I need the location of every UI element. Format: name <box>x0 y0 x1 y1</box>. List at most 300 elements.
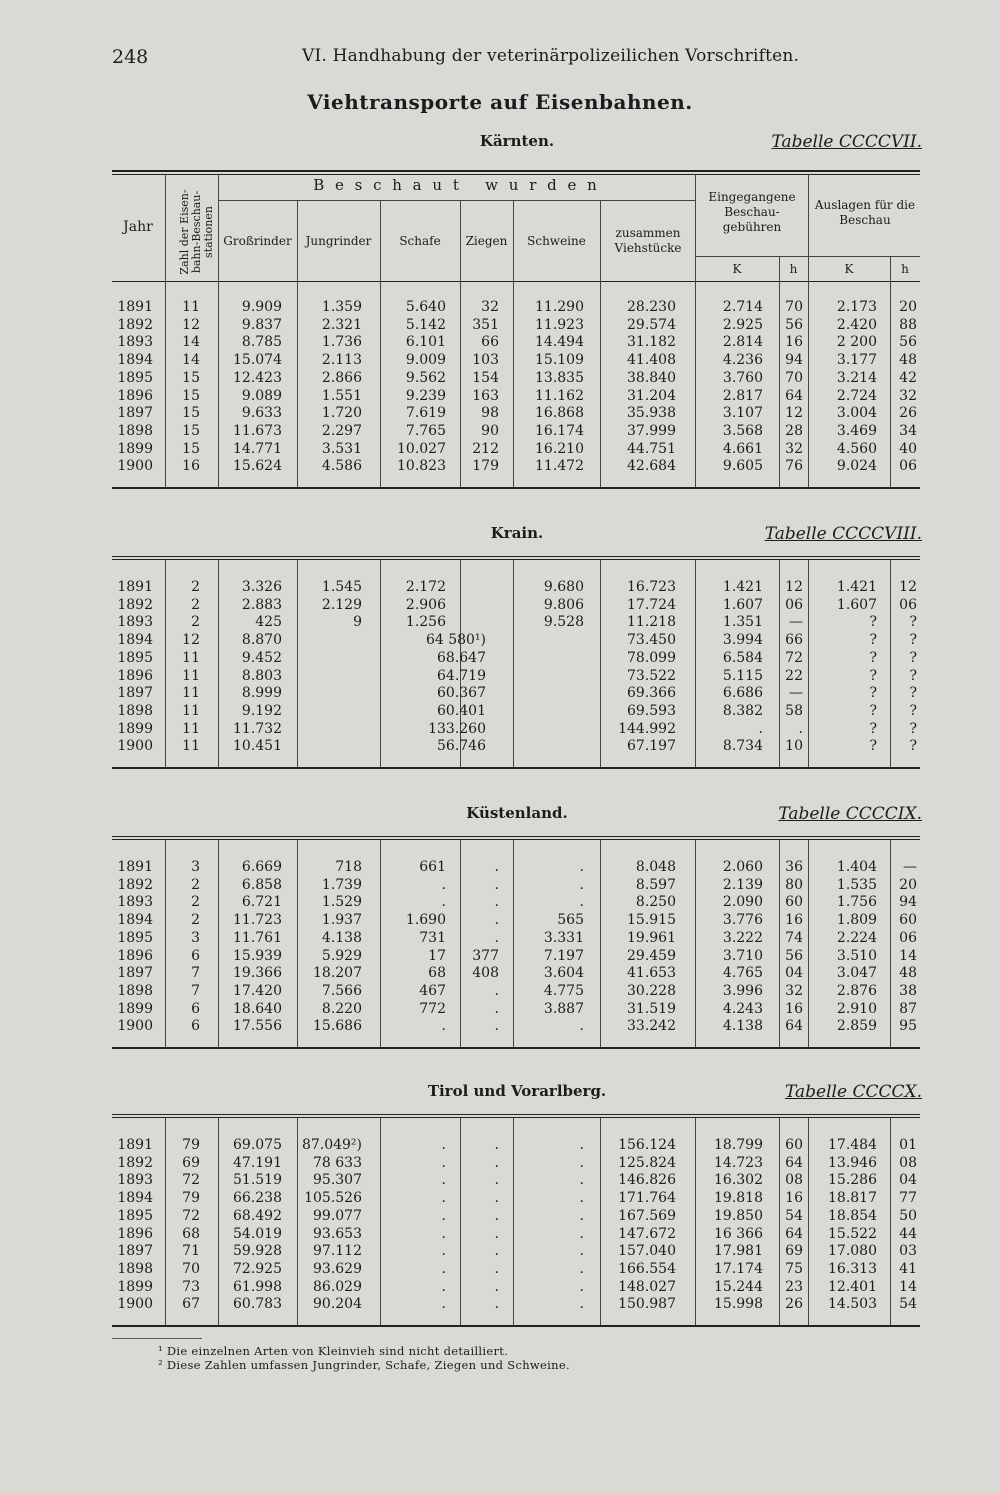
header-k-auslagen: K <box>844 262 854 276</box>
table-cell: 18.799 <box>714 1137 763 1153</box>
table-cell: 1894 <box>117 912 153 929</box>
table-cell: . <box>494 1278 499 1295</box>
table-cell: 88 <box>899 316 917 333</box>
table-cell: 17.981 <box>714 1243 763 1260</box>
table-cell: 7.566 <box>321 982 362 999</box>
table-cell: 4.661 <box>722 440 763 457</box>
table-cell: 60 <box>785 894 803 911</box>
table-cell: 12 <box>785 579 803 595</box>
section-heading <box>112 804 922 830</box>
table-cell: 1893 <box>117 894 153 911</box>
section-heading <box>112 1082 922 1108</box>
table-cell: 1891 <box>117 1137 153 1153</box>
table-cell: 425 <box>255 614 282 631</box>
table-cell: 11 <box>182 738 200 755</box>
table-cell: 60.783 <box>233 1296 282 1313</box>
table-cell: 29.459 <box>627 947 676 964</box>
table-cell: 30.228 <box>627 982 676 999</box>
table-cell: ? <box>909 720 917 737</box>
table-cell: 3.222 <box>722 929 763 946</box>
table-cell: 1.535 <box>836 876 877 893</box>
table-cell: 467 <box>419 982 446 999</box>
table-cell: 64 <box>785 1018 803 1035</box>
table-cell: 3.604 <box>543 965 584 982</box>
table-cell: 14.723 <box>714 1154 763 1171</box>
table-cell: 67.197 <box>627 738 676 755</box>
table-cell: 8.734 <box>722 738 763 755</box>
table-cell: 11.290 <box>535 299 584 315</box>
table-cell: 87.049²) <box>301 1137 362 1153</box>
table-cell: 9.633 <box>241 405 282 422</box>
table-cell: 18.640 <box>233 1000 282 1017</box>
table-cell: 2.297 <box>321 422 362 439</box>
table-cell: . <box>441 1154 446 1171</box>
table-cell: ? <box>869 667 877 684</box>
table-cell: 1896 <box>117 387 153 404</box>
table-cell: 6.858 <box>241 876 282 893</box>
table-cell: 166.554 <box>618 1260 676 1277</box>
table-cell: 14.494 <box>535 334 584 351</box>
table-cell: 56.746 <box>437 738 486 755</box>
table-cell: 1.529 <box>321 894 362 911</box>
table-cell: 9.837 <box>241 316 282 333</box>
table-cell: 68.647 <box>437 649 486 666</box>
table-cell: 93.629 <box>313 1260 362 1277</box>
table-cell: 1900 <box>117 738 153 755</box>
running-head <box>112 46 922 70</box>
table-cell: 74 <box>785 929 803 946</box>
section-heading <box>112 524 922 550</box>
table-cell: 1892 <box>117 1154 153 1171</box>
table-cell: 42 <box>899 369 917 386</box>
table-cell: 32 <box>481 299 499 315</box>
table-cell: 9.806 <box>543 596 584 613</box>
region-name: Küstenland. <box>466 804 568 822</box>
table-cell: 71 <box>182 1243 200 1260</box>
table-cell: 2.910 <box>836 1000 877 1017</box>
table-cell: 212 <box>472 440 499 457</box>
table-cell: 11 <box>182 702 200 719</box>
table-cell: 11.732 <box>233 720 282 737</box>
table-cell: 78.099 <box>627 649 676 666</box>
table-cell: 1898 <box>117 702 153 719</box>
table-cell: 80 <box>785 876 803 893</box>
table-cell: 64 <box>785 1154 803 1171</box>
header-bottom-rule <box>112 281 920 282</box>
table-cell: ? <box>869 738 877 755</box>
table-cell: 78 633 <box>313 1154 362 1171</box>
table-cell: . <box>494 1154 499 1171</box>
table-cell: 8.048 <box>635 859 676 875</box>
table-cell: 11.218 <box>627 614 676 631</box>
table-cell: . <box>579 1018 584 1035</box>
table-cell: . <box>494 1207 499 1224</box>
table-cell: 17.556 <box>233 1018 282 1035</box>
table-cell: 3.177 <box>836 352 877 369</box>
table-cell: 72 <box>182 1207 200 1224</box>
table-cell: 3.531 <box>321 440 362 457</box>
table-cell: . <box>494 1243 499 1260</box>
table-cell: 2.906 <box>405 596 446 613</box>
table-cell: 15.286 <box>828 1172 877 1189</box>
table-cell: 41.408 <box>627 352 676 369</box>
footnote-1: ¹ Die einzelnen Arten von Kleinvieh sind nicht detailliert. <box>158 1344 509 1358</box>
table-cell: 8.220 <box>321 1000 362 1017</box>
table-cell: . <box>494 1225 499 1242</box>
header-beschaut: B e s c h a u t w u r d e n <box>313 176 600 194</box>
table-cell: 10.823 <box>397 458 446 475</box>
table-cell: 11 <box>182 299 200 315</box>
table-cell: 2.866 <box>321 369 362 386</box>
table-cell: 1.739 <box>321 876 362 893</box>
table-cell: 18.854 <box>828 1207 877 1224</box>
table-cell: 1895 <box>117 649 153 666</box>
table-cell: 16 <box>785 912 803 929</box>
running-head-title: VI. Handhabung der veterinärpolizeilichen Vorschriften. <box>302 46 800 66</box>
table-cell: 12.401 <box>828 1278 877 1295</box>
header-h-eingegangene: h <box>789 262 798 276</box>
table-cell: 661 <box>419 859 446 875</box>
table-cell: 718 <box>335 859 362 875</box>
table-cell: 12 <box>182 632 200 649</box>
header-schweine: Schweine <box>527 234 586 248</box>
table-cell: 11 <box>182 667 200 684</box>
table-cell: 8.250 <box>635 894 676 911</box>
table-cell: 97.112 <box>313 1243 362 1260</box>
table-cell: 103 <box>472 352 499 369</box>
table-cell: . <box>494 1260 499 1277</box>
table-cell: 9.528 <box>543 614 584 631</box>
table-cell: ? <box>909 667 917 684</box>
table-cell: 1894 <box>117 352 153 369</box>
table-cell: 31.519 <box>627 1000 676 1017</box>
table-cell: 23 <box>785 1278 803 1295</box>
table-cell: 156.124 <box>618 1137 676 1153</box>
table-cell: 3.326 <box>241 579 282 595</box>
table-cell: 3.710 <box>722 947 763 964</box>
table-cell: 51.519 <box>233 1172 282 1189</box>
table-cell: 5.115 <box>722 667 763 684</box>
table-cell: 50 <box>899 1207 917 1224</box>
table-cell: . <box>579 1137 584 1153</box>
table-cell: 56 <box>785 316 803 333</box>
table-cell: 17.174 <box>714 1260 763 1277</box>
table-cell: 11.472 <box>535 458 584 475</box>
table-cell: 6.721 <box>241 894 282 911</box>
table-cell: 15.522 <box>828 1225 877 1242</box>
table-cell: . <box>441 1225 446 1242</box>
table-cell: 54.019 <box>233 1225 282 1242</box>
table-cell: 6 <box>191 1018 200 1035</box>
table-cell: . <box>494 929 499 946</box>
table-cell: 772 <box>419 1000 446 1017</box>
table-cell: 1892 <box>117 316 153 333</box>
section-heading <box>112 132 922 158</box>
header-subrule <box>218 200 695 201</box>
table-cell: 9.009 <box>405 352 446 369</box>
table-cell: 94 <box>899 894 917 911</box>
table-cell: ? <box>909 702 917 719</box>
table-cell: 68 <box>182 1225 200 1242</box>
table-cell: 1.607 <box>836 596 877 613</box>
table-cell: . <box>494 1137 499 1153</box>
table-cell: 8.999 <box>241 685 282 702</box>
page-number: 248 <box>112 46 149 68</box>
table-cell: 125.824 <box>618 1154 676 1171</box>
table-cell: 7.619 <box>405 405 446 422</box>
table-cell: 69.366 <box>627 685 676 702</box>
table-cell: . <box>579 1172 584 1189</box>
table-cell: ? <box>869 649 877 666</box>
table-cell: 7 <box>191 982 200 999</box>
table-cell: 16 <box>182 458 200 475</box>
table-cell: 2 <box>191 894 200 911</box>
header-ziegen: Ziegen <box>465 234 508 248</box>
table-cell: 4.243 <box>722 1000 763 1017</box>
table-cell: 3.214 <box>836 369 877 386</box>
table-cell: 72 <box>785 649 803 666</box>
table-bottom-rule <box>112 767 920 769</box>
table-cell: 7.197 <box>543 947 584 964</box>
table-cell: 69 <box>785 1243 803 1260</box>
table-cell: 2.859 <box>836 1018 877 1035</box>
table-cell: 6.669 <box>241 859 282 875</box>
table-cell: 1895 <box>117 929 153 946</box>
table-cell: 2.925 <box>722 316 763 333</box>
table-cell: 5.640 <box>405 299 446 315</box>
table-cell: 2.724 <box>836 387 877 404</box>
table-cell: 1.421 <box>722 579 763 595</box>
table-top-rule-2 <box>112 839 920 840</box>
table-cell: . <box>579 1296 584 1313</box>
table-cell: 6.584 <box>722 649 763 666</box>
table-cell: 2.139 <box>722 876 763 893</box>
header-divider <box>165 174 166 282</box>
table-cell: 16.868 <box>535 405 584 422</box>
header-eingegangene: Eingegangene Beschau-gebühren <box>708 190 796 234</box>
table-cell: 14 <box>182 352 200 369</box>
table-cell: 47.191 <box>233 1154 282 1171</box>
table-cell: 12.423 <box>233 369 282 386</box>
table-cell: 42.684 <box>627 458 676 475</box>
table-cell: 1894 <box>117 1190 153 1207</box>
table-cell: 69 <box>182 1154 200 1171</box>
table-cell: 147.672 <box>618 1225 676 1242</box>
table-cell: 4.586 <box>321 458 362 475</box>
table-cell: . <box>441 876 446 893</box>
header-grossrinder: Großrinder <box>223 234 292 248</box>
table-cell: 60 <box>785 1137 803 1153</box>
table-bottom-rule <box>112 1325 920 1327</box>
table-cell: 2.113 <box>321 352 362 369</box>
table-cell: 3 <box>191 929 200 946</box>
table-cell: 16 <box>785 334 803 351</box>
table-cell: 9.680 <box>543 579 584 595</box>
table-cell: 1.351 <box>722 614 763 631</box>
table-cell: 68.492 <box>233 1207 282 1224</box>
header-k-eingegangene: K <box>732 262 742 276</box>
table-cell: 68 <box>428 965 446 982</box>
table-cell: 19.818 <box>714 1190 763 1207</box>
table-cell: . <box>579 859 584 875</box>
table-cell: 4.765 <box>722 965 763 982</box>
table-cell: 4.775 <box>543 982 584 999</box>
table-cell: 9.192 <box>241 702 282 719</box>
table-cell: 15.998 <box>714 1296 763 1313</box>
table-cell: 28 <box>785 422 803 439</box>
table-cell: 13.946 <box>828 1154 877 1171</box>
table-cell: . <box>494 859 499 875</box>
table-cell: . <box>494 1190 499 1207</box>
table-cell: 2.321 <box>321 316 362 333</box>
table-cell: 16.302 <box>714 1172 763 1189</box>
table-cell: 9.562 <box>405 369 446 386</box>
table-cell: . <box>579 1225 584 1242</box>
table-cell: 06 <box>899 596 917 613</box>
table-cell: 1.421 <box>836 579 877 595</box>
table-cell: 3.776 <box>722 912 763 929</box>
table-cell: 17.080 <box>828 1243 877 1260</box>
table-cell: 60.367 <box>437 685 486 702</box>
table-cell: 15.074 <box>233 352 282 369</box>
table-cell: ? <box>909 649 917 666</box>
table-cell: . <box>494 912 499 929</box>
table-cell: 179 <box>472 458 499 475</box>
table-cell: 69.075 <box>233 1137 282 1153</box>
table-cell: 72.925 <box>233 1260 282 1277</box>
table-cell: 15.244 <box>714 1278 763 1295</box>
table-cell: 38.840 <box>627 369 676 386</box>
table-cell: 56 <box>899 334 917 351</box>
table-cell: 48 <box>899 965 917 982</box>
table-cell: . <box>441 1243 446 1260</box>
table-cell: 154 <box>472 369 499 386</box>
table-cell: 60.401 <box>437 702 486 719</box>
table-cell: 2.817 <box>722 387 763 404</box>
table-cell: ? <box>909 632 917 649</box>
table-cell: 04 <box>785 965 803 982</box>
table-cell: . <box>441 1296 446 1313</box>
table-cell: 15 <box>182 405 200 422</box>
table-cell: 37.999 <box>627 422 676 439</box>
table-cell: 90.204 <box>313 1296 362 1313</box>
table-cell: 9.089 <box>241 387 282 404</box>
table-cell: 1893 <box>117 614 153 631</box>
table-cell: 08 <box>899 1154 917 1171</box>
table-cell: 1900 <box>117 1018 153 1035</box>
header-top-rule <box>112 170 920 172</box>
table-cell: 1.359 <box>321 299 362 315</box>
table-cell: 16.174 <box>535 422 584 439</box>
table-cell: 1898 <box>117 982 153 999</box>
table-cell: — <box>789 685 803 702</box>
table-cell: 19.850 <box>714 1207 763 1224</box>
table-cell: 67 <box>182 1296 200 1313</box>
table-cell: . <box>579 894 584 911</box>
table-cell: 64 580¹) <box>425 632 486 649</box>
table-cell: 76 <box>785 458 803 475</box>
table-cell: 12 <box>182 316 200 333</box>
table-cell: 6.101 <box>405 334 446 351</box>
table-cell: 1.736 <box>321 334 362 351</box>
table-cell: 73 <box>182 1278 200 1295</box>
table-cell: 87 <box>899 1000 917 1017</box>
table-cell: 2 <box>191 614 200 631</box>
table-cell: 1894 <box>117 632 153 649</box>
table-cell: 2.420 <box>836 316 877 333</box>
table-cell: 150.987 <box>618 1296 676 1313</box>
table-cell: . <box>494 1000 499 1017</box>
table-cell: 38 <box>899 982 917 999</box>
table-cell: 18.817 <box>828 1190 877 1207</box>
table-cell: 1891 <box>117 579 153 595</box>
table-cell: 6.686 <box>722 685 763 702</box>
table-cell: 4.138 <box>321 929 362 946</box>
table-cell: 8.785 <box>241 334 282 351</box>
table-cell: 1896 <box>117 1225 153 1242</box>
table-cell: 1897 <box>117 405 153 422</box>
table-cell: 11 <box>182 649 200 666</box>
table-number: Tabelle CCCCVIII. <box>764 524 922 544</box>
table-cell: 33.242 <box>627 1018 676 1035</box>
table-cell: . <box>441 1190 446 1207</box>
table-cell: 79 <box>182 1190 200 1207</box>
table-cell: 9.605 <box>722 458 763 475</box>
table-cell: 15.109 <box>535 352 584 369</box>
table-cell: 2.814 <box>722 334 763 351</box>
table-cell: 2 200 <box>836 334 877 351</box>
table-cell: 11 <box>182 720 200 737</box>
table-cell: 1897 <box>117 1243 153 1260</box>
table-cell: 32 <box>785 440 803 457</box>
table-cell: 31.204 <box>627 387 676 404</box>
table-cell: 1.607 <box>722 596 763 613</box>
table-cell: 19.961 <box>627 929 676 946</box>
table-cell: 15.939 <box>233 947 282 964</box>
table-cell: 17.484 <box>828 1137 877 1153</box>
table-cell: 16 <box>785 1190 803 1207</box>
table-bottom-rule <box>112 1047 920 1049</box>
table-cell: 8.803 <box>241 667 282 684</box>
table-cell: 1897 <box>117 965 153 982</box>
table-top-rule-2 <box>112 1117 920 1118</box>
table-cell: 17 <box>428 947 446 964</box>
table-cell: 1893 <box>117 334 153 351</box>
table-cell: 31.182 <box>627 334 676 351</box>
table-cell: . <box>494 982 499 999</box>
table-cell: 54 <box>899 1296 917 1313</box>
table-cell: 2 <box>191 579 200 595</box>
table-cell: 73.522 <box>627 667 676 684</box>
table-cell: 5.142 <box>405 316 446 333</box>
table-cell: 1.404 <box>836 859 877 875</box>
table-cell: 11.923 <box>535 316 584 333</box>
header-jahr: Jahr <box>123 219 153 235</box>
table-cell: 18.207 <box>313 965 362 982</box>
table-cell: 66.238 <box>233 1190 282 1207</box>
table-cell: 66 <box>785 632 803 649</box>
table-cell: ? <box>909 614 917 631</box>
header-auslagen: Auslagen für die Beschau <box>814 198 916 227</box>
header-schafe: Schafe <box>399 234 441 248</box>
table-cell: ? <box>909 685 917 702</box>
table-cell: 06 <box>899 458 917 475</box>
table-cell: 90 <box>481 422 499 439</box>
table-cell: 3.996 <box>722 982 763 999</box>
table-cell: 20 <box>899 299 917 315</box>
table-cell: 44.751 <box>627 440 676 457</box>
table-cell: 408 <box>472 965 499 982</box>
